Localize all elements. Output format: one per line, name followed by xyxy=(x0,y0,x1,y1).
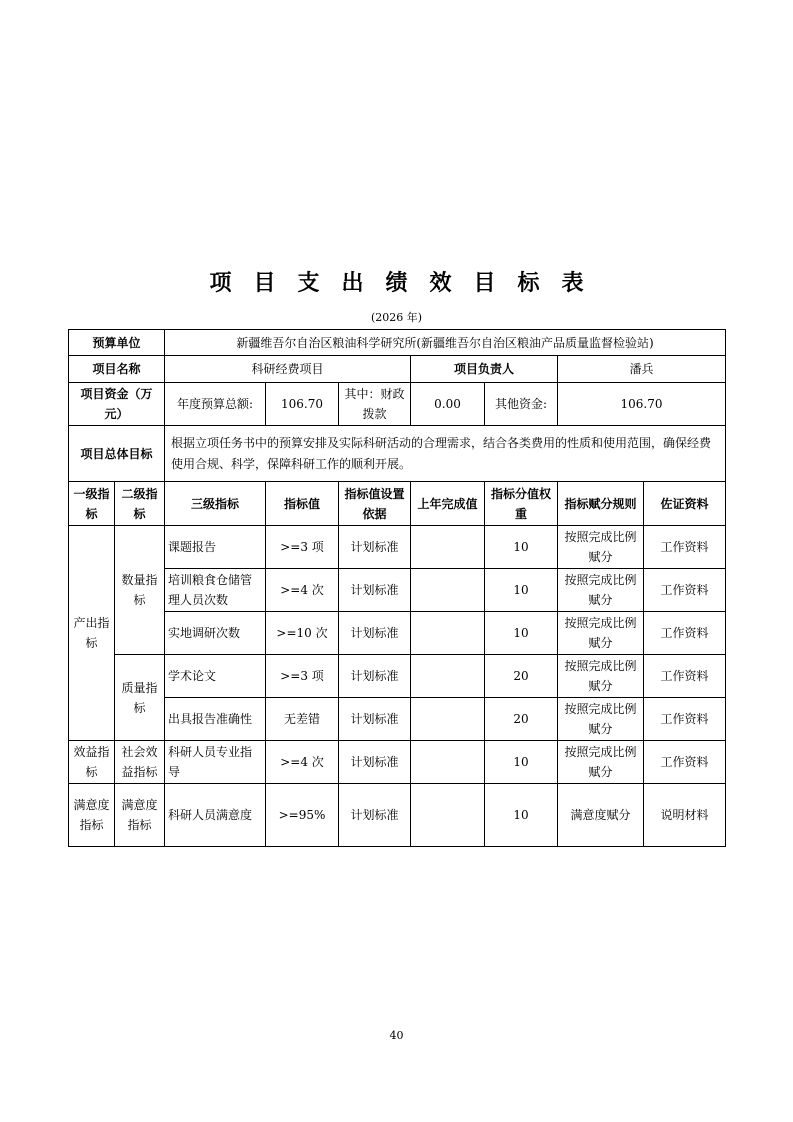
indicator-weight: 20 xyxy=(485,698,558,741)
scoring-rule: 按照完成比例赋分 xyxy=(558,655,644,698)
funds-label: 项目资金（万元） xyxy=(69,383,165,426)
last-year-value xyxy=(411,698,485,741)
unit-row xyxy=(69,330,726,356)
indicator-value: >=4 次 xyxy=(266,569,339,612)
column-header: 上年完成值 xyxy=(411,482,485,526)
column-header: 二级指标 xyxy=(115,482,165,526)
table-row xyxy=(69,612,726,655)
level1-output: 产出指标 xyxy=(69,526,115,741)
year-label: (2026 年) xyxy=(370,311,423,324)
indicator-basis: 计划标准 xyxy=(339,784,411,847)
indicator-name: 培训粮食仓储管理人员次数 xyxy=(165,569,266,612)
table-row xyxy=(69,526,726,569)
scoring-rule: 满意度赋分 xyxy=(558,784,644,847)
annual-budget-label: 年度预算总额: xyxy=(165,383,266,426)
unit-value: 新疆维吾尔自治区粮油科学研究所(新疆维吾尔自治区粮油产品质量监督检验站) xyxy=(165,330,726,356)
indicator-weight: 10 xyxy=(485,784,558,847)
leader-value: 潘兵 xyxy=(558,356,726,383)
last-year-value xyxy=(411,612,485,655)
scoring-rule: 按照完成比例赋分 xyxy=(558,698,644,741)
column-header: 佐证资料 xyxy=(644,482,726,526)
last-year-value xyxy=(411,569,485,612)
last-year-value xyxy=(411,784,485,847)
scoring-rule: 按照完成比例赋分 xyxy=(558,526,644,569)
indicator-weight: 10 xyxy=(485,569,558,612)
indicator-value: >=4 次 xyxy=(266,741,339,784)
goal-label: 项目总体目标 xyxy=(69,426,165,482)
column-header-row xyxy=(69,482,726,526)
indicator-weight: 20 xyxy=(485,655,558,698)
indicator-basis: 计划标准 xyxy=(339,612,411,655)
fiscal-label: 其中：财政拨款 xyxy=(339,383,411,426)
indicator-basis: 计划标准 xyxy=(339,526,411,569)
last-year-value xyxy=(411,741,485,784)
name-row xyxy=(69,356,726,383)
column-header: 一级指标 xyxy=(69,482,115,526)
column-header: 指标赋分规则 xyxy=(558,482,644,526)
column-header: 指标值 xyxy=(266,482,339,526)
indicator-value: >=3 项 xyxy=(266,655,339,698)
leader-label: 项目负责人 xyxy=(411,356,558,383)
evidence: 工作资料 xyxy=(644,741,726,784)
level2-social: 社会效益指标 xyxy=(115,741,165,784)
evidence: 说明材料 xyxy=(644,784,726,847)
scoring-rule: 按照完成比例赋分 xyxy=(558,741,644,784)
indicator-name: 出具报告准确性 xyxy=(165,698,266,741)
table-row xyxy=(69,655,726,698)
indicator-value: >=3 项 xyxy=(266,526,339,569)
evidence: 工作资料 xyxy=(644,612,726,655)
scoring-rule: 按照完成比例赋分 xyxy=(558,569,644,612)
column-header: 指标值设置依据 xyxy=(339,482,411,526)
other-funds-value: 106.70 xyxy=(558,383,726,426)
page-number: 40 xyxy=(389,1029,404,1042)
goal-value: 根据立项任务书中的预算安排及实际科研活动的合理需求，结合各类费用的性质和使用范围，确保经费使用合规、科学，保障科研工作的顺利开展。 xyxy=(165,426,726,482)
evidence: 工作资料 xyxy=(644,655,726,698)
level2-quality: 质量指标 xyxy=(115,655,165,741)
indicator-weight: 10 xyxy=(485,526,558,569)
indicator-value: >=10 次 xyxy=(266,612,339,655)
last-year-value xyxy=(411,526,485,569)
funds-row xyxy=(69,383,726,426)
indicator-name: 实地调研次数 xyxy=(165,612,266,655)
indicator-name: 科研人员满意度 xyxy=(165,784,266,847)
fiscal-value: 0.00 xyxy=(411,383,485,426)
indicator-name: 课题报告 xyxy=(165,526,266,569)
indicator-basis: 计划标准 xyxy=(339,698,411,741)
project-name-value: 科研经费项目 xyxy=(165,356,411,383)
indicator-basis: 计划标准 xyxy=(339,741,411,784)
column-header: 三级指标 xyxy=(165,482,266,526)
level1-benefit: 效益指标 xyxy=(69,741,115,784)
level1-satisfaction: 满意度指标 xyxy=(69,784,115,847)
performance-table xyxy=(68,329,726,847)
last-year-value xyxy=(411,655,485,698)
indicator-value: >=95% xyxy=(266,784,339,847)
unit-label: 预算单位 xyxy=(69,330,165,356)
goal-row xyxy=(69,426,726,482)
level2-satisfaction: 满意度指标 xyxy=(115,784,165,847)
evidence: 工作资料 xyxy=(644,526,726,569)
table-row xyxy=(69,741,726,784)
table-row xyxy=(69,698,726,741)
other-funds-label: 其他资金: xyxy=(485,383,558,426)
indicator-value: 无差错 xyxy=(266,698,339,741)
indicator-weight: 10 xyxy=(485,741,558,784)
indicator-weight: 10 xyxy=(485,612,558,655)
indicator-name: 学术论文 xyxy=(165,655,266,698)
table-row xyxy=(69,569,726,612)
annual-budget-value: 106.70 xyxy=(266,383,339,426)
evidence: 工作资料 xyxy=(644,569,726,612)
indicator-basis: 计划标准 xyxy=(339,569,411,612)
column-header: 指标分值权重 xyxy=(485,482,558,526)
indicator-name: 科研人员专业指导 xyxy=(165,741,266,784)
scoring-rule: 按照完成比例赋分 xyxy=(558,612,644,655)
table-row xyxy=(69,784,726,847)
level2-quantity: 数量指标 xyxy=(115,526,165,655)
project-name-label: 项目名称 xyxy=(69,356,165,383)
page-title: 项目支出绩效目标表 xyxy=(209,271,606,296)
evidence: 工作资料 xyxy=(644,698,726,741)
indicator-basis: 计划标准 xyxy=(339,655,411,698)
